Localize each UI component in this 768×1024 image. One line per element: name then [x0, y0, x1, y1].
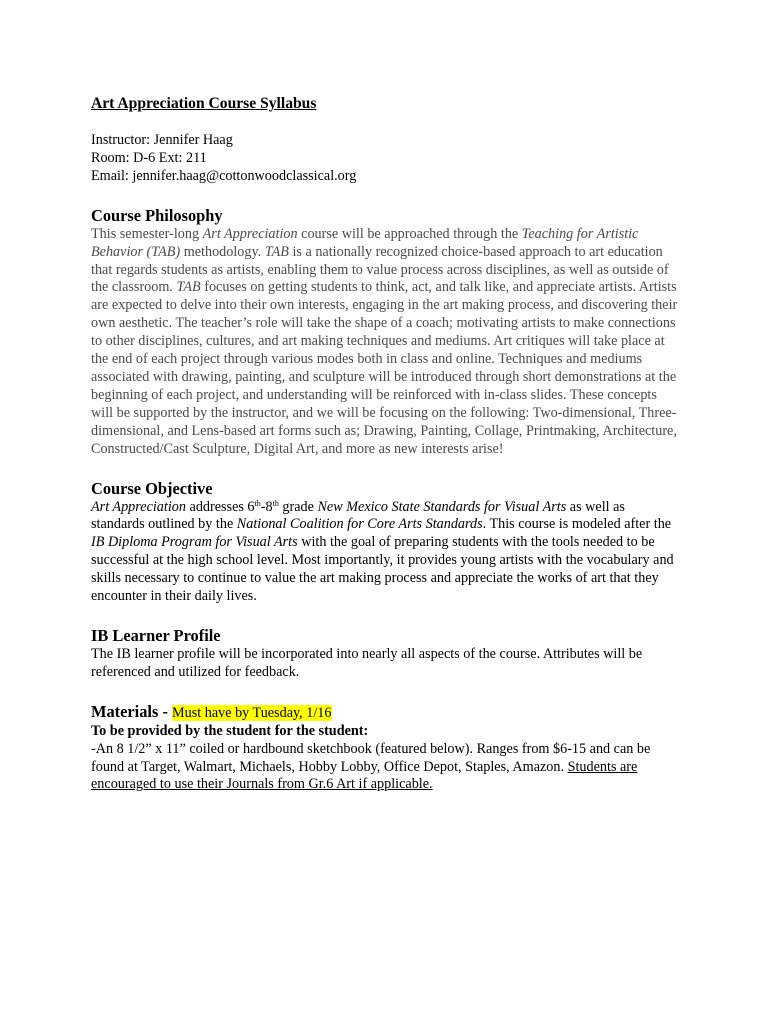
room-line: Room: D-6 Ext: 211 — [91, 149, 207, 166]
philosophy-paragraph — [91, 226, 681, 459]
materials-heading-text: Materials - — [91, 701, 173, 721]
objective-section — [91, 479, 681, 606]
objective-italic-4: IB Diploma Program for Visual Arts — [91, 534, 298, 551]
objective-text-5: . This course is modeled after the — [482, 516, 672, 533]
email-line: Email: jennifer.haag@cottonwoodclassical.org — [91, 167, 357, 184]
philosophy-text-5: focuses on getting students to think, act, and talk like, and appreciate artists. Artists are expected to delve into their own interests, engaging in the art making process, and discovering their own aesthetic. The teacher’s role will take the shape of a coach; motivating artists to make connections to other disciplines, cultures, and art making techniques and mediums. Art critiques will take place at the end of each project through various modes both in class and online. Techniques and mediums associated with drawing, painting, and sculpture will be introduced through short demonstrations at the beginning of each project, and understanding will be reinforced with in-class slides. These concepts will be supported by the instructor, and we will be focusing on the following: Two-dimensional, Three-dimensional, and Lens-based art forms such as; Drawing, Painting, Collage, Printmaking, Architecture, Constructed/Cast Sculpture, Digital Art, and more as new interests arise! — [91, 279, 678, 457]
philosophy-text-4: is a nationally recognized choice-based approach to art education that regards students as artists, enabling them to value process across disciplines, as well as outside of the classroom. — [91, 243, 669, 296]
materials-paragraph — [91, 741, 681, 795]
objective-paragraph — [91, 499, 681, 606]
objective-text-1: addresses 6 — [185, 498, 255, 515]
objective-italic-3: National Coalition for Core Arts Standards — [236, 516, 483, 533]
objective-text-3: grade — [278, 498, 318, 515]
objective-italic-2: New Mexico State Standards for Visual Arts — [317, 498, 567, 515]
materials-heading — [91, 702, 681, 723]
sketchbook-item: -An 8 1/2” x 11” coiled or hardbound sketchbook (featured below). Ranges from $6-15 and can be found at Target, Walmart, Michaels, Hobby Lobby, Office Depot, Staples, Amazon. — [91, 740, 651, 775]
philosophy-text-1: This semester-long — [91, 225, 203, 242]
materials-subheading: To be provided by the student for the student: — [91, 722, 369, 739]
philosophy-section — [91, 206, 681, 459]
objective-sup-1: th — [254, 498, 261, 508]
philosophy-text-3: methodology. — [180, 243, 265, 260]
philosophy-italic-3: TAB — [264, 243, 289, 260]
deadline-highlight: Must have by Tuesday, 1/16 — [172, 704, 332, 721]
materials-section — [91, 702, 681, 795]
document-title: Art Appreciation Course Syllabus — [91, 95, 317, 112]
philosophy-italic-2: Teaching for Artistic Behavior (TAB) — [91, 225, 639, 260]
philosophy-text-2: course will be approached through the — [297, 225, 522, 242]
instructor-info — [91, 132, 681, 186]
objective-sup-2: th — [272, 498, 279, 508]
instructor-line: Instructor: Jennifer Haag — [91, 132, 233, 148]
philosophy-heading: Course Philosophy — [91, 205, 223, 225]
learner-paragraph: The IB learner profile will be incorporated into nearly all aspects of the course. Attributes will be referenced and utilized for feedback. — [91, 645, 643, 680]
philosophy-italic-4: TAB — [176, 279, 201, 296]
objective-text-2: -8 — [260, 498, 273, 515]
objective-heading: Course Objective — [91, 478, 213, 498]
learner-heading: IB Learner Profile — [91, 625, 221, 645]
objective-italic-1: Art Appreciation — [91, 498, 186, 515]
learner-section — [91, 626, 681, 682]
journal-note: Students are encouraged to use their Journals from Gr.6 Art if applicable. — [91, 758, 638, 793]
objective-text-4: as well as standards outlined by the — [91, 498, 625, 533]
objective-text-6: with the goal of preparing students with the tools needed to be successful at the high school level. Most importantly, it provides young artists with the vocabulary and skills necessary to continue to value the art making process and appreciate the works of art that they encounter in their daily lives. — [91, 534, 674, 605]
philosophy-italic-1: Art Appreciation — [202, 225, 298, 242]
syllabus-page — [91, 94, 681, 794]
